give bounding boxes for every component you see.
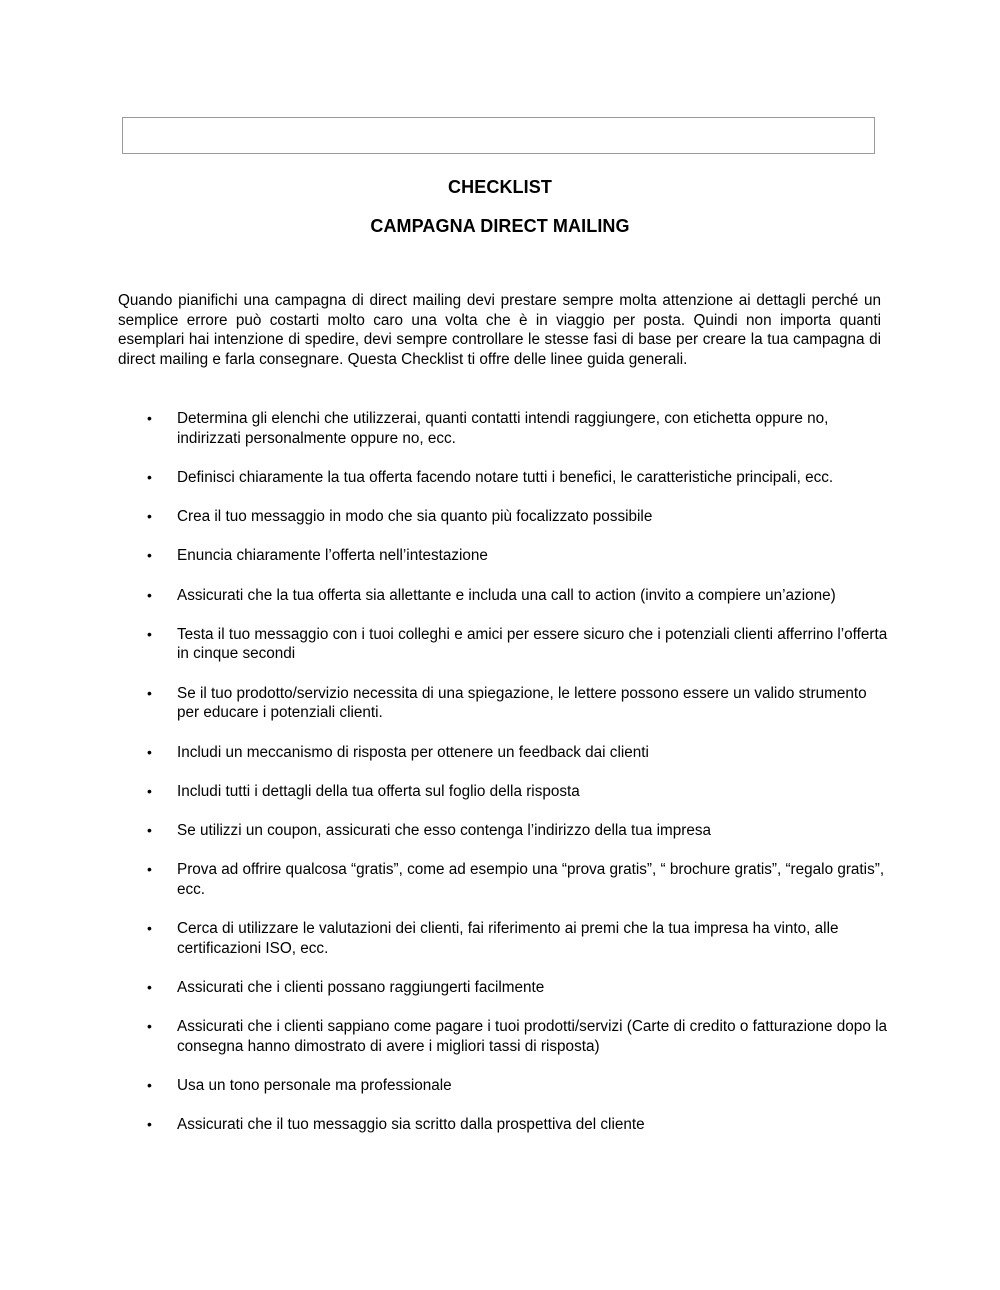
checklist-item xyxy=(0,507,1000,527)
checklist-item xyxy=(0,860,1000,899)
bullet-icon: • xyxy=(147,586,152,603)
checklist-item xyxy=(0,1076,1000,1096)
checklist-item xyxy=(0,468,1000,488)
bullet-icon: • xyxy=(147,978,152,995)
checklist-item-text: Testa il tuo messaggio con i tuoi colleghi e amici per essere sicuro che i potenziali clienti afferrino l’offerta in cinque secondi xyxy=(177,625,888,663)
checklist-item-text: Includi un meccanismo di risposta per ottenere un feedback dai clienti xyxy=(177,743,649,761)
checklist-item xyxy=(0,1115,1000,1135)
bullet-icon: • xyxy=(147,468,152,485)
document-subtitle: CAMPAGNA DIRECT MAILING xyxy=(370,216,630,236)
checklist-item-text: Se il tuo prodotto/servizio necessita di una spiegazione, le lettere possono essere un valido strumento per educare i potenziali clienti. xyxy=(177,684,867,722)
checklist-item-text: Crea il tuo messaggio in modo che sia quanto più focalizzato possibile xyxy=(177,508,653,526)
bullet-icon: • xyxy=(147,861,152,878)
bullet-icon: • xyxy=(147,782,152,799)
checklist-item xyxy=(0,782,1000,802)
checklist-item xyxy=(0,821,1000,841)
checklist-item xyxy=(0,684,1000,723)
checklist-item-text: Assicurati che il tuo messaggio sia scritto dalla prospettiva del cliente xyxy=(177,1116,645,1134)
checklist-item-text: Assicurati che i clienti possano raggiungerti facilmente xyxy=(177,978,545,996)
checklist xyxy=(0,409,1000,1154)
checklist-item-text: Determina gli elenchi che utilizzerai, quanti contatti intendi raggiungere, con etichetta oppure no, indirizzati personalmente oppure no, ecc. xyxy=(177,410,829,447)
checklist-item xyxy=(0,546,1000,566)
bullet-icon: • xyxy=(147,821,152,838)
intro-paragraph: Quando pianifichi una campagna di direct mailing devi prestare sempre molta attenzione ai dettagli perché un semplice errore può costarti molto caro una volta che è in viaggio per posta. Quindi non importa quanti esemplari hai intenzione di spedire, devi sempre controllare le stesse fasi di base per creare la tua campagna di direct mailing e farla consegnare. Questa Checklist ti offre delle linee guida generali. xyxy=(118,292,881,368)
checklist-item xyxy=(0,586,1000,606)
checklist-item-text: Usa un tono personale ma professionale xyxy=(177,1077,452,1095)
checklist-item-text: Assicurati che la tua offerta sia allettante e includa una call to action (invito a compiere un’azione) xyxy=(177,586,836,604)
checklist-item xyxy=(0,743,1000,763)
checklist-item-text: Definisci chiaramente la tua offerta facendo notare tutti i benefici, le caratteristiche principali, ecc. xyxy=(177,468,834,486)
checklist-item-text: Includi tutti i dettagli della tua offerta sul foglio della risposta xyxy=(177,782,580,800)
checklist-item xyxy=(0,625,1000,664)
checklist-item xyxy=(0,1017,1000,1056)
checklist-item-text: Se utilizzi un coupon, assicurati che esso contenga l’indirizzo della tua impresa xyxy=(177,821,711,839)
bullet-icon: • xyxy=(147,410,152,426)
document-title: CHECKLIST xyxy=(448,177,552,197)
bullet-icon: • xyxy=(147,743,152,760)
checklist-item-text: Assicurati che i clienti sappiano come pagare i tuoi prodotti/servizi (Carte di credito o fatturazione dopo la consegna hanno dimostrato di avere i migliori tassi di risposta) xyxy=(177,1018,887,1055)
bullet-icon: • xyxy=(147,684,152,701)
checklist-item xyxy=(0,919,1000,958)
checklist-item xyxy=(0,409,1000,448)
bullet-icon: • xyxy=(147,920,152,937)
bullet-icon: • xyxy=(147,625,152,642)
bullet-icon: • xyxy=(147,508,152,525)
bullet-icon: • xyxy=(147,547,152,564)
checklist-item-text: Prova ad offrire qualcosa “gratis”, come ad esempio una “prova gratis”, “ brochure gratis”, “regalo gratis”, ecc. xyxy=(177,861,885,898)
checklist-item-text: Enuncia chiaramente l’offerta nell’intestazione xyxy=(177,547,488,565)
header-box xyxy=(122,117,875,154)
bullet-icon: • xyxy=(147,1116,152,1133)
bullet-icon: • xyxy=(147,1018,152,1035)
checklist-item-text: Cerca di utilizzare le valutazioni dei clienti, fai riferimento ai premi che la tua impresa ha vinto, alle certificazioni ISO, ecc. xyxy=(177,920,839,957)
checklist-item xyxy=(0,978,1000,998)
bullet-icon: • xyxy=(147,1077,152,1094)
